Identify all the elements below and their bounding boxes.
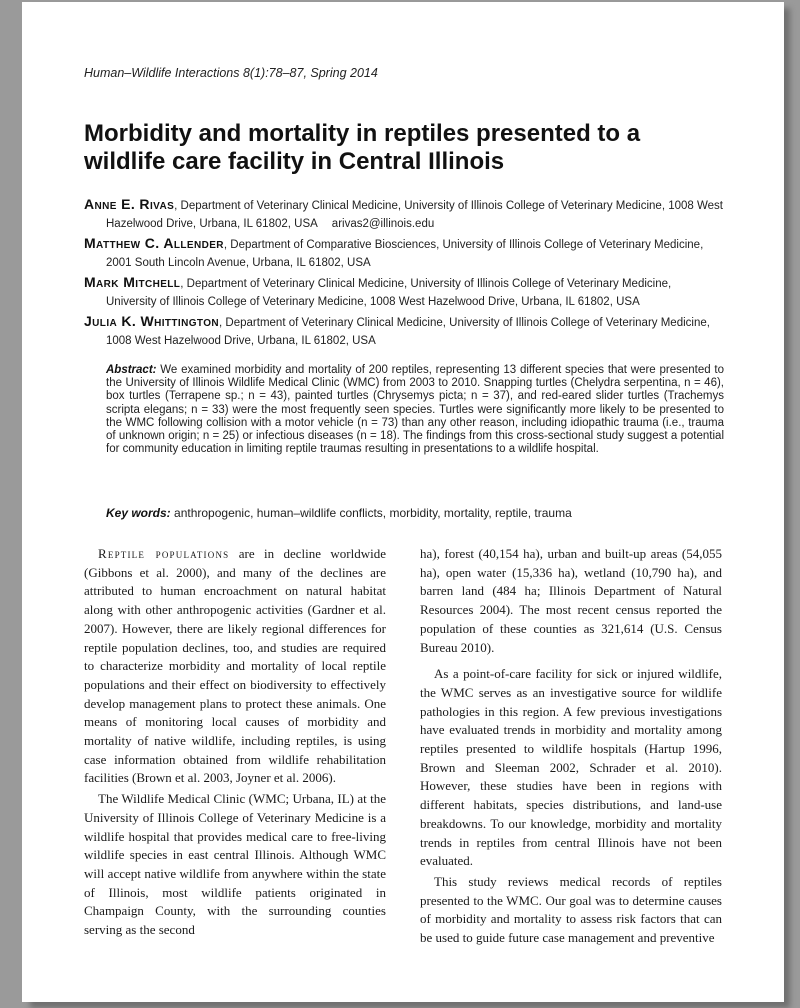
author-affiliation: , Department of Veterinary Clinical Medicine, University of Illinois College of Veterinary Medicine, University of Illinois College of Veterinary Medicine, 1008 West Hazelwood Drive, Urbana, IL 61802, USA — [106, 278, 672, 308]
author-entry — [84, 234, 724, 272]
author-affiliation: , Department of Comparative Biosciences, University of Illinois College of Veterinary Medicine, 2001 South Lincoln Avenue, Urbana, IL 61802, USA — [106, 239, 704, 269]
body-paragraph — [84, 545, 386, 788]
journal-citation: Human–Wildlife Interactions 8(1):78–87, Spring 2014 — [84, 66, 378, 80]
lead-in-text: Reptile populations — [98, 546, 230, 561]
body-paragraph: The Wildlife Medical Clinic (WMC; Urbana, IL) at the University of Illinois College of Veterinary Medicine is a wildlife hospital that provides medical care to free-living wildlife species in east central Illinois. Although WMC will accept native wildlife from anywhere within the state of Illinois, most wildlife patients originated in Champaign County, with the surrounding counties serving as the second — [84, 791, 386, 938]
keywords-text: anthropogenic, human–wildlife conflicts, morbidity, mortality, reptile, trauma — [170, 506, 572, 520]
author-name: Julia K. Whittington — [84, 313, 220, 329]
author-entry — [84, 273, 724, 311]
keywords-label: Key words: — [106, 506, 171, 520]
author-entry — [84, 195, 724, 233]
body-paragraph: As a point-of-care facility for sick or injured wildlife, the WMC serves as an investigative source for wildlife pathologies in this region. A few previous investigations have evaluated trends in morbidity and mortality among reptiles presented to wildlife hospitals (Hartup 1996, Brown and Sleeman 2002, Schrader et al. 2010). However, these studies have been in regions with different habitats, species distributions, and land-use breakdowns. To our knowledge, morbidity and mortality trends in reptiles from central Illinois have not been evaluated. — [420, 666, 722, 869]
author-name: Mark Mitchell — [84, 274, 181, 290]
body-column-right — [420, 545, 722, 948]
article-title: Morbidity and mortality in reptiles presented to a wildlife care facility in Central Illinois — [84, 120, 641, 175]
body-paragraph: ha), forest (40,154 ha), urban and built-up areas (54,055 ha), open water (15,336 ha), wetland (10,790 ha), and barren land (484 ha; Illinois Department of Natural Resources 2004). The most recent census reported the population of these counties as 321,614 (U.S. Census Bureau 2010). — [420, 546, 722, 655]
author-email: arivas2@illinois.edu — [331, 218, 435, 230]
author-affiliation: , Department of Veterinary Clinical Medicine, University of Illinois College of Veterinary Medicine, 1008 West Hazelwood Drive, Urbana, IL 61802, USA — [106, 317, 710, 347]
author-list — [84, 195, 724, 351]
author-entry — [84, 312, 724, 350]
keywords — [106, 506, 724, 520]
author-name: Matthew C. Allender — [84, 235, 224, 251]
abstract — [106, 364, 724, 456]
abstract-text: We examined morbidity and mortality of 200 reptiles, representing 13 different species that were presented to the University of Illinois Wildlife Medical Clinic (WMC) from 2003 to 2010. Snapping turtles (Chelydra serpentina, n = 46), box turtles (Terrapene sp.; n = 43), painted turtles (Chrysemys picta; n = 37), and red-eared slider turtles (Trachemys scripta elegans; n = 33) were the most frequently seen species. Turtles were significantly more likely to be presented to the WMC following collision with a motor vehicle (n = 73) than any other reason, including idiopathic trauma (i.e., trauma of unknown origin; n = 25) or infectious diseases (n = 18). The findings from this cross-sectional study suggest a potential for community education in limiting reptile traumas resulting in presentations to a wildlife hospital. — [106, 364, 724, 456]
paragraph-text: are in decline worldwide (Gibbons et al. 2000), and many of the declines are attributed to human encroachment on natural habitat along with other anthropogenic activities (Gardner et al. 2007). However, there are likely regional differences for reptile population declines, too, and studies are required to characterize morbidity and mortality of local reptile populations and their effect on biodiversity to effectively develop management plans to protect these animals. One means of monitoring local causes of morbidity and mortality of native wildlife, including reptiles, is using case information obtained from wildlife rehabilitation facilities (Brown et al. 2003, Joyner et al. 2006). — [84, 546, 386, 786]
pdf-page — [22, 2, 784, 1002]
author-name: Anne E. Rivas — [84, 196, 175, 212]
body-column-left — [84, 545, 386, 940]
body-paragraph: This study reviews medical records of reptiles presented to the WMC. Our goal was to determine causes of morbidity and mortality to assess risk factors that can be used to guide future case management and preventive — [420, 873, 722, 946]
abstract-label: Abstract: — [106, 364, 157, 376]
author-affiliation: , Department of Veterinary Clinical Medicine, University of Illinois College of Veterinary Medicine, 1008 West Hazelwood Drive, Urbana, IL 61802, USA — [106, 200, 723, 230]
